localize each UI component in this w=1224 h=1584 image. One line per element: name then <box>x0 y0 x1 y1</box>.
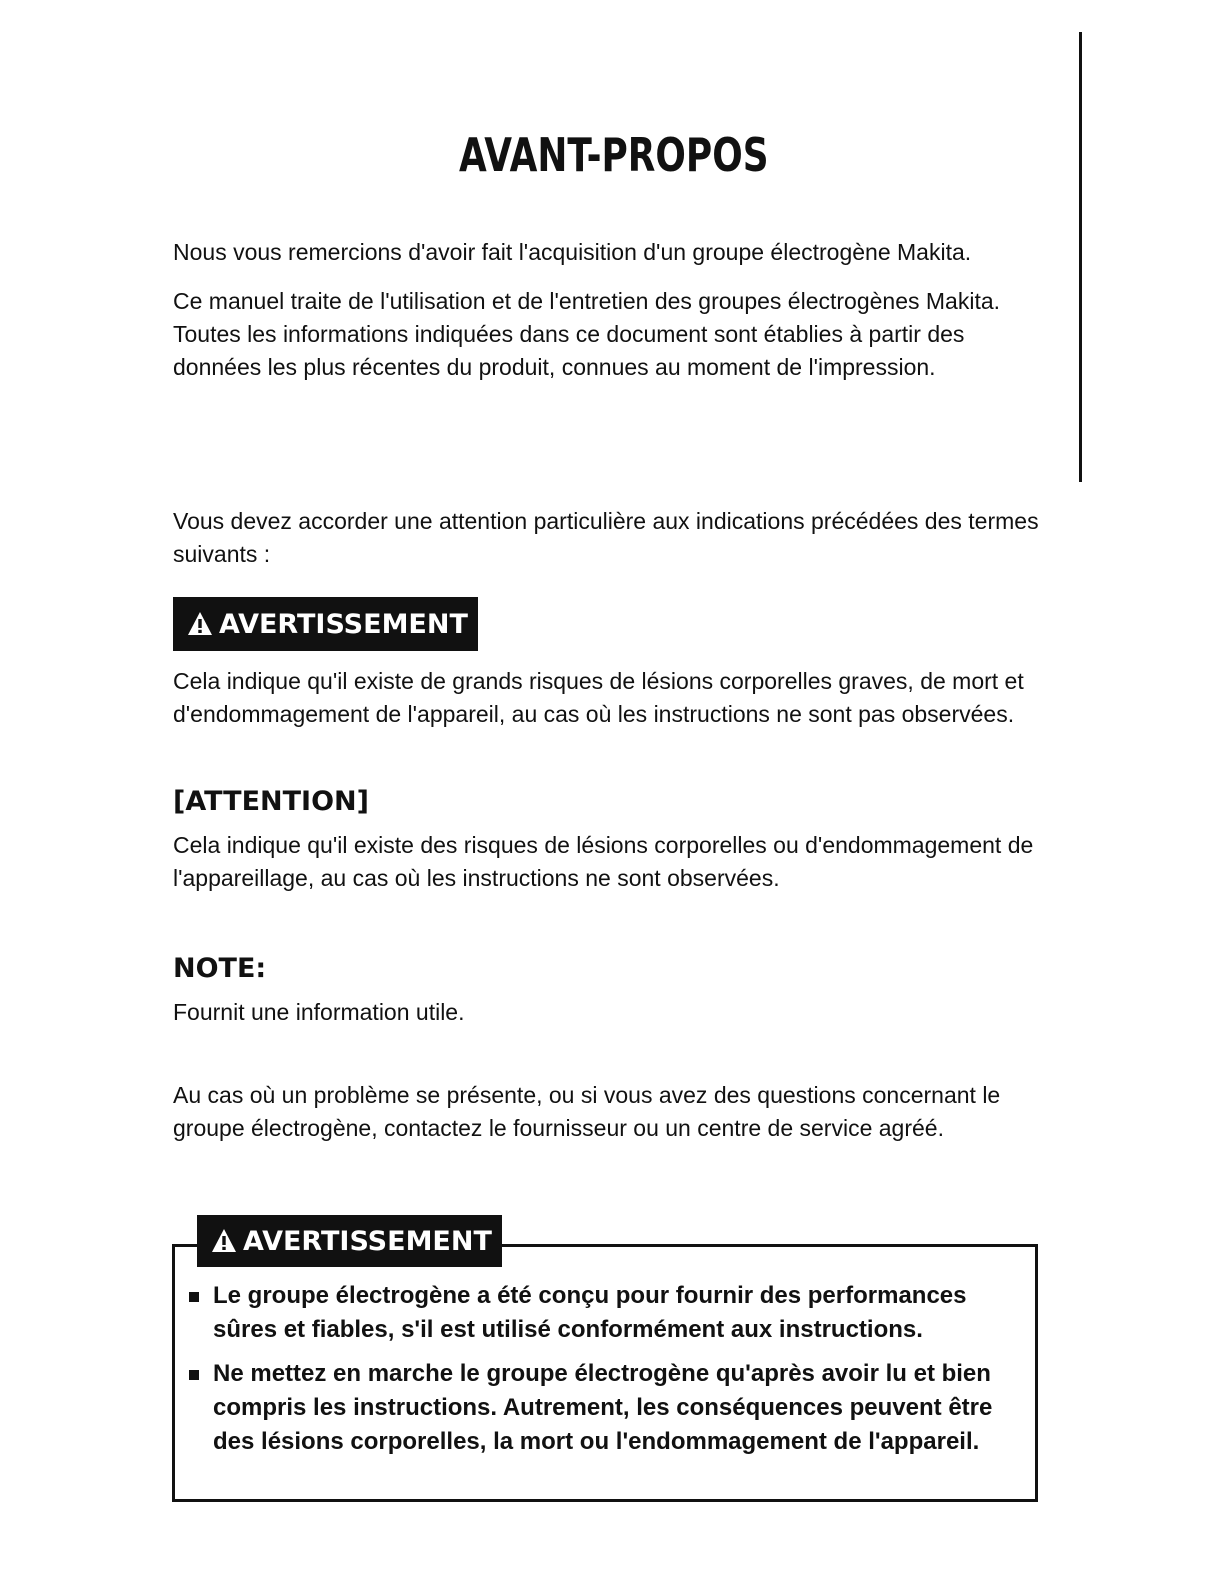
attention-heading: [ATTENTION] <box>173 786 369 817</box>
intro-paragraph-thanks: Nous vous remercions d'avoir fait l'acquisition d'un groupe électrogène Makita. <box>173 239 972 265</box>
contact-section <box>173 1079 1043 1145</box>
intro-section <box>173 236 1043 384</box>
warning-box-item <box>189 1357 1019 1459</box>
attention-term-section <box>173 785 1043 895</box>
warning-box-item-text: Ne mettez en marche le groupe électrogène qu'après avoir lu et bien compris les instructions. Autrement, les conséquences peuvent être des lésions corporelles, la mort ou l'endommagement de l'appareil. <box>213 1360 993 1455</box>
square-bullet-icon <box>189 1292 199 1302</box>
warning-box-badge <box>197 1215 502 1267</box>
attention-description: Cela indique qu'il existe des risques de lésions corporelles ou d'endommagement de l'appareillage, au cas où les instructions ne sont observées. <box>173 832 1034 891</box>
warning-description: Cela indique qu'il existe de grands risques de lésions corporelles graves, de mort et d'endommagement de l'appareil, au cas où les instructions ne sont pas observées. <box>173 668 1024 727</box>
intro-paragraph-manual: Ce manuel traite de l'utilisation et de l'entretien des groupes électrogènes Makita. Toutes les informations indiquées dans ce document sont établies à partir des données les plus récentes du produit, connues au moment de l'impression. <box>173 288 1001 380</box>
square-bullet-icon <box>189 1370 199 1380</box>
warning-triangle-icon <box>187 611 213 637</box>
warning-box-list <box>189 1279 1019 1469</box>
warning-badge-label: AVERTISSEMENT <box>219 608 468 640</box>
terms-intro-paragraph: Vous devez accorder une attention particulière aux indications précédées des termes suivants : <box>173 508 1039 567</box>
note-description: Fournit une information utile. <box>173 999 465 1025</box>
warning-box-badge-label: AVERTISSEMENT <box>243 1225 492 1257</box>
margin-change-bar <box>1079 32 1082 482</box>
warning-box-item-text: Le groupe électrogène a été conçu pour fournir des performances sûres et fiables, s'il est utilisé conformément aux instructions. <box>213 1282 967 1343</box>
warning-triangle-icon <box>211 1228 237 1254</box>
note-heading: NOTE: <box>173 953 267 984</box>
warning-badge <box>173 597 478 651</box>
warning-box-item <box>189 1279 1019 1347</box>
warning-term-section <box>173 597 1043 731</box>
terms-intro <box>173 505 1043 571</box>
page-title: AVANT-PROPOS <box>458 128 769 182</box>
note-term-section <box>173 952 1043 1029</box>
warning-box <box>172 1225 1038 1502</box>
contact-paragraph: Au cas où un problème se présente, ou si vous avez des questions concernant le groupe électrogène, contactez le fournisseur ou un centre de service agréé. <box>173 1082 1001 1141</box>
